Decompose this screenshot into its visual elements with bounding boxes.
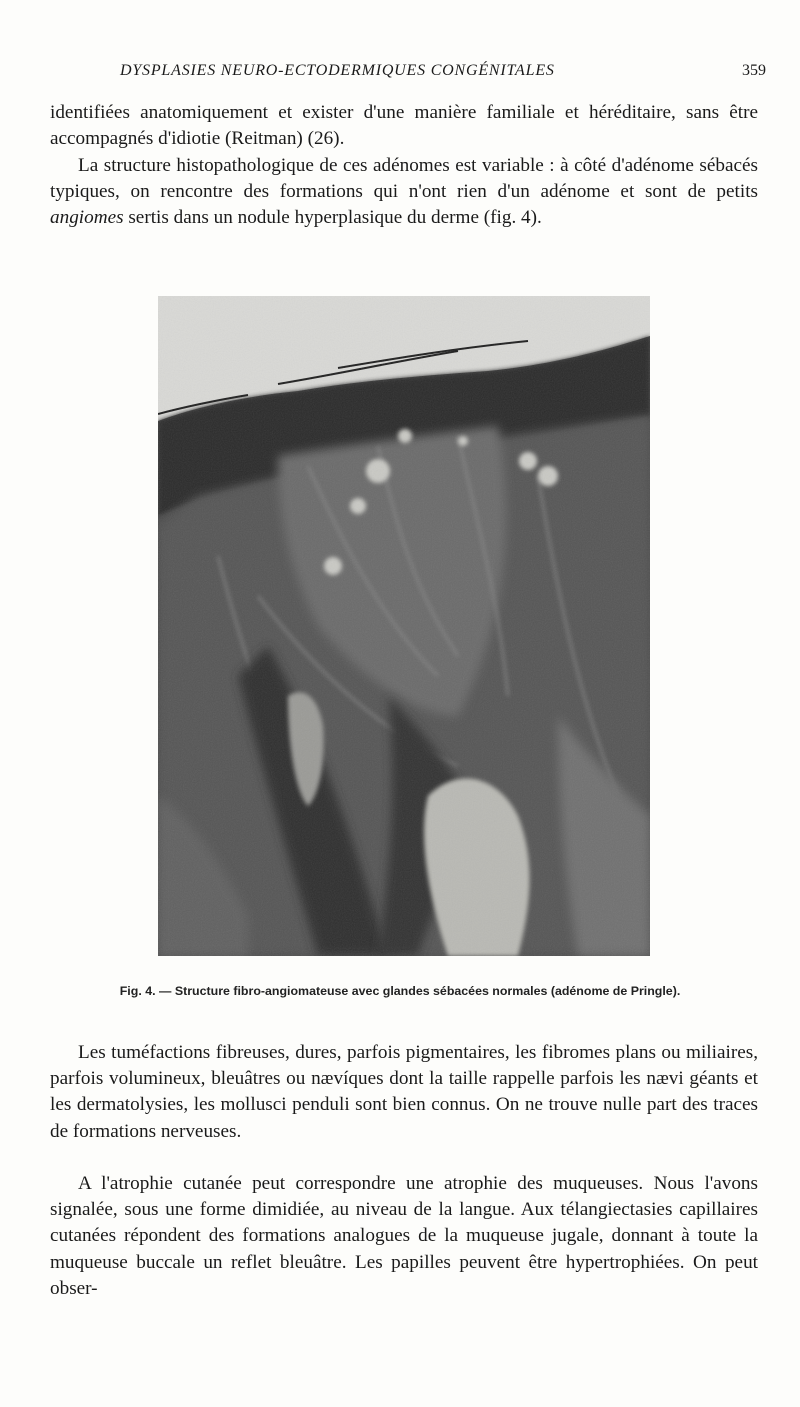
paragraph-4: A l'atrophie cutanée peut correspondre une atrophie des muqueuses. Nous l'avons signalée, sous une forme dimidiée, au niveau de la langue. Aux télangiectasies capillaires cutanées répondent des formations analogues de la muqueuse jugale, donnant à toute la muqueuse buccale un reflet bleuâtre. Les papilles peuvent être hypertrophiées. On peut obser- [50, 1173, 758, 1299]
paragraph-3: Les tuméfactions fibreuses, dures, parfois pigmentaires, les fibromes plans ou miliaires, parfois volumineux, bleuâtres ou nævíques dont la taille rappelle parfois les nævi géants et les dermatolysies, les mollusci penduli sont bien connus. On ne trouve nulle part des traces de formations nerveuses. [50, 1042, 758, 1142]
running-title: DYSPLASIES NEURO-ECTODERMIQUES CONGÉNITALES [120, 62, 555, 79]
page-number: 359 [742, 62, 766, 79]
paragraph-2 [50, 153, 758, 232]
paragraph-2-text-b: sertis dans un nodule hyperplasique du derme (fig. 4). [123, 207, 542, 229]
running-header [0, 62, 800, 90]
figure-label: Fig. 4. [119, 984, 156, 998]
paragraph-1: identifiées anatomiquement et exister d'une manière familiale et héréditaire, sans être accompagnés d'idiotie (Reitman) (26). [50, 102, 758, 150]
paragraph-2-italic: angiomes [50, 207, 124, 229]
histology-micrograph [158, 296, 650, 956]
figure-caption-text: — Structure fibro-angiomateuse avec glandes sébacées normales (adénome de Pringle). [159, 984, 681, 998]
paragraph-2-text-a: La structure histopathologique de ces adénomes est variable : à côté d'adénome sébacés typiques, on rencontre des formations qui n'ont rien d'un adénome et sont de petits [50, 155, 758, 203]
micrograph-image [158, 296, 650, 956]
figure-caption [0, 984, 800, 998]
